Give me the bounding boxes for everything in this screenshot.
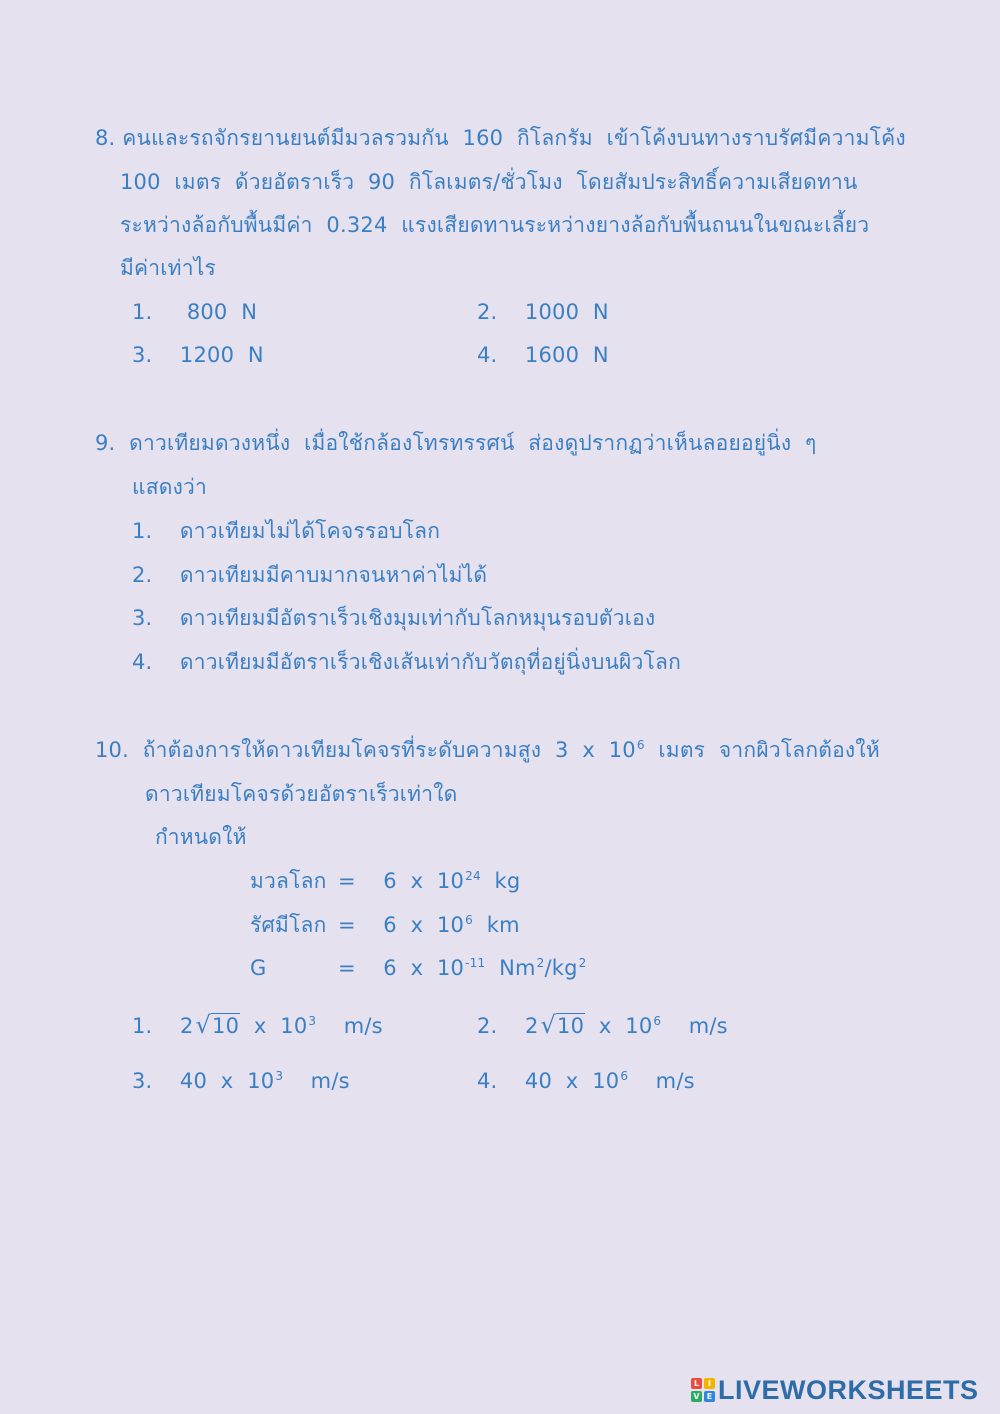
q10-choice-2-number: 2. (477, 1014, 498, 1038)
q10-given-3 (338, 953, 587, 986)
logo-cell-v: V (691, 1391, 702, 1402)
q10-choice-3-exponent: 3 (275, 1069, 284, 1083)
q8-choice-3: 3. 1200 N (132, 343, 264, 367)
q10-line-1-post: เมตร จากผิวโลกต้องให้ (644, 738, 880, 762)
q10-given-3-unit-b: /kg (544, 956, 578, 980)
q10-given-label: กำหนดให้ (155, 825, 247, 849)
liveworksheets-logo[interactable] (691, 1374, 979, 1406)
q10-given-2-unit: km (472, 913, 520, 937)
q10-choice-1-unit: m/s (316, 1014, 383, 1038)
q10-line-2: ดาวเทียมโคจรด้วยอัตราเร็วเท่าใด (145, 782, 458, 806)
logo-cell-i: I (704, 1378, 715, 1389)
q10-given-3-unit-a: Nm (485, 956, 536, 980)
q10-choice-4-text: 4. 40 x 10 (477, 1069, 620, 1093)
q10-choice-2-mid: x 10 (585, 1014, 653, 1038)
q10-line-1-exponent: 6 (636, 738, 645, 752)
live-logo-icon (691, 1378, 715, 1402)
q10-given-1-name: มวลโลก (250, 869, 327, 893)
q10-choice-2-exponent: 6 (653, 1014, 662, 1028)
q8-line-3: ระหว่างล้อกับพื้นมีค่า 0.324 แรงเสียดทานระหว่างยางล้อกับพื้นถนนในขณะเลี้ยว (120, 213, 870, 237)
q10-choice-4-exponent: 6 (620, 1069, 629, 1083)
q10-choice-1-sqrt (194, 1010, 241, 1041)
q10-choice-2-unit: m/s (661, 1014, 728, 1038)
q10-choice-1-mid: x 10 (240, 1014, 308, 1038)
q10-choice-1-exponent: 3 (308, 1014, 317, 1028)
q10-given-3-unit-exponent-2: 2 (578, 956, 587, 970)
logo-cell-l: L (691, 1378, 702, 1389)
q10-choice-1 (132, 1010, 383, 1044)
q10-given-3-unit-exponent-1: 2 (536, 956, 545, 970)
q10-given-2-eq: = 6 x 10 (338, 913, 465, 937)
q10-line-1-pre: 10. ถ้าต้องการให้ดาวเทียมโคจรที่ระดับความสูง 3 x 10 (95, 738, 636, 762)
q10-choice-2-sqrt (539, 1010, 586, 1041)
q9-choice-3: 3. ดาวเทียมมีอัตราเร็วเชิงมุมเท่ากับโลกหมุนรอบตัวเอง (132, 606, 656, 630)
q10-choice-4-unit: m/s (628, 1069, 695, 1093)
q10-given-3-eq: = 6 x 10 (338, 956, 465, 980)
q8-line-1: 8. คนและรถจักรยานยนต์มีมวลรวมกัน 160 กิโลกรัม เข้าโค้งบนทางราบรัศมีความโค้ง (95, 126, 906, 150)
q10-given-3-exponent: -11 (465, 956, 486, 970)
q9-choice-2: 2. ดาวเทียมมีคาบมากจนหาค่าไม่ได้ (132, 563, 488, 587)
q9-choice-4: 4. ดาวเทียมมีอัตราเร็วเชิงเส้นเท่ากับวัตถุที่อยู่นิ่งบนผิวโลก (132, 650, 681, 674)
q10-choice-2 (477, 1010, 728, 1044)
q10-given-1-exponent: 24 (465, 869, 481, 883)
q8-choice-4: 4. 1600 N (477, 343, 609, 367)
q10-given-2-name: รัศมีโลก (250, 913, 327, 937)
q10-choice-2-radicand: 10 (557, 1014, 585, 1038)
q10-given-1-unit: kg (480, 869, 521, 893)
sqrt-icon: √ (540, 1011, 557, 1039)
q9-line-1: 9. ดาวเทียมดวงหนึ่ง เมื่อใช้กล้องโทรทรรศน์ ส่องดูปรากฏว่าเห็นลอยอยู่นิ่ง ๆ (95, 431, 817, 455)
q10-choice-1-radicand: 10 (212, 1014, 240, 1038)
q10-choice-2-coefficient: 2 (524, 1014, 539, 1038)
q8-line-2: 100 เมตร ด้วยอัตราเร็ว 90 กิโลเมตร/ชั่วโมง โดยสัมประสิทธิ์ความเสียดทาน (120, 170, 858, 194)
brand-name: LIVEWORKSHEETS (718, 1374, 979, 1405)
q10-given-3-name: G (250, 956, 267, 980)
q10-given-2-exponent: 6 (465, 913, 473, 927)
logo-cell-e: E (704, 1391, 715, 1402)
q10-given-1-eq: = 6 x 10 (338, 869, 465, 893)
q9-line-2: แสดงว่า (132, 475, 208, 499)
q10-choice-3 (132, 1066, 350, 1099)
q10-given-2 (338, 910, 520, 943)
q10-choice-4 (477, 1066, 695, 1099)
q10-line-1 (95, 735, 880, 768)
q9-choice-1: 1. ดาวเทียมไม่ได้โคจรรอบโลก (132, 519, 441, 543)
q10-choice-1-number: 1. (132, 1014, 153, 1038)
q10-given-1 (338, 866, 520, 899)
q10-choice-1-coefficient: 2 (179, 1014, 194, 1038)
q8-line-4: มีค่าเท่าไร (120, 256, 216, 280)
q8-choice-2: 2. 1000 N (477, 300, 609, 324)
sqrt-icon: √ (195, 1011, 212, 1039)
q10-choice-3-text: 3. 40 x 10 (132, 1069, 275, 1093)
q8-choice-1: 1. 800 N (132, 300, 258, 324)
q10-choice-3-unit: m/s (283, 1069, 350, 1093)
